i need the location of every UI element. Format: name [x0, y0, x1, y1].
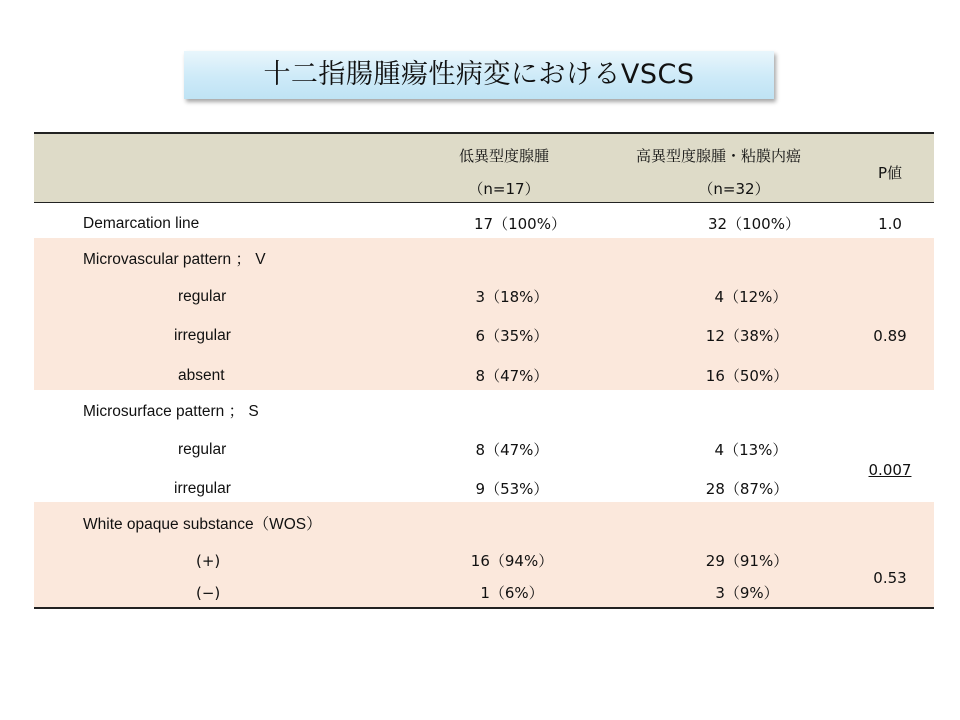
row-label-mv-regular: regular — [178, 288, 227, 305]
row-label-wos-positive: (+) — [196, 552, 221, 570]
row-label-ms-irregular: irregular — [174, 480, 231, 497]
row-label-wos-negative: (−) — [196, 584, 221, 602]
cell-demarcation-col1: 17（100%） — [474, 215, 566, 233]
cell-ms-irregular-col2: 28（87%） — [705, 480, 789, 498]
section-wos: White opaque substance（WOS） — [83, 516, 322, 533]
col2-header-name: 高異型度腺腫・粘膜内癌 — [636, 147, 802, 165]
results-table — [34, 132, 934, 608]
row-label-mv-absent: absent — [178, 367, 225, 384]
cell-wos-p: 0.53 — [873, 569, 907, 587]
cell-wos-positive-col2: 29（91%） — [705, 552, 789, 570]
row-label-demarcation: Demarcation line — [83, 215, 200, 232]
table-top-rule — [34, 132, 934, 134]
section-microvascular: Microvascular pattern ； V — [83, 251, 266, 268]
col2-header-n: （n=32） — [698, 180, 770, 198]
table-bottom-rule — [34, 607, 934, 609]
cell-mv-absent-col2: 16（50%） — [705, 367, 789, 385]
cell-wos-negative-col1: 1（6%） — [480, 584, 544, 602]
row-label-mv-irregular: irregular — [174, 327, 231, 344]
section-microsurface: Microsurface pattern ； S — [83, 403, 259, 420]
header-bottom-rule — [34, 202, 934, 203]
cell-wos-negative-col2: 3（9%） — [715, 584, 779, 602]
col1-header-name: 低異型度腺腫 — [458, 147, 549, 165]
cell-ms-regular-col2: 4（13%） — [714, 441, 788, 459]
cell-ms-regular-col1: 8（47%） — [475, 441, 549, 459]
cell-mv-p: 0.89 — [873, 327, 907, 345]
cell-mv-regular-col1: 3（18%） — [475, 288, 549, 306]
row-label-ms-regular: regular — [178, 441, 227, 458]
col1-header-n: （n=17） — [468, 180, 540, 198]
pvalue-header: P値 — [877, 164, 903, 182]
cell-wos-positive-col1: 16（94%） — [470, 552, 554, 570]
slide-title-box — [184, 51, 774, 99]
cell-ms-irregular-col1: 9（53%） — [475, 480, 549, 498]
cell-ms-p: 0.007 — [868, 461, 912, 479]
cell-mv-irregular-col2: 12（38%） — [705, 327, 789, 345]
cell-demarcation-col2: 32（100%） — [708, 215, 800, 233]
slide-title: 十二指腸腫瘍性病変におけるVSCS — [263, 59, 695, 90]
cell-mv-regular-col2: 4（12%） — [714, 288, 788, 306]
cell-demarcation-p: 1.0 — [878, 215, 902, 233]
cell-mv-irregular-col1: 6（35%） — [475, 327, 549, 345]
cell-mv-absent-col1: 8（47%） — [475, 367, 549, 385]
